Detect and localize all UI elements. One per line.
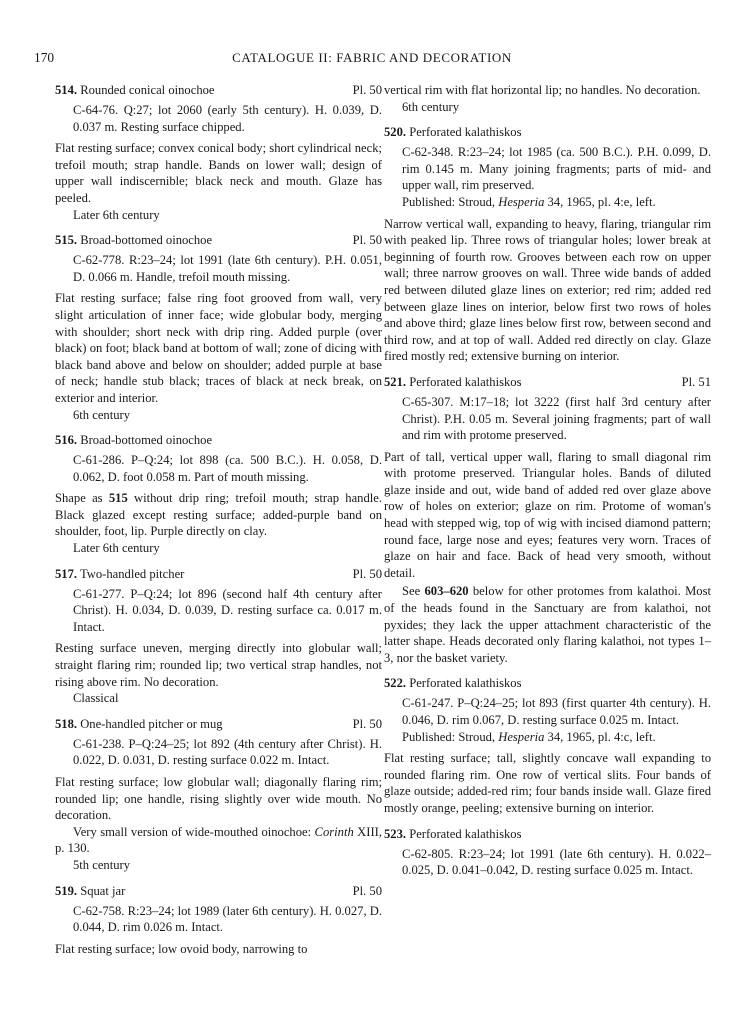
entry-heading (55, 566, 382, 583)
cross-reference: 515 (108, 491, 128, 506)
entry-heading (384, 124, 711, 141)
entry-title: Broad-bottomed oinochoe (80, 233, 213, 248)
journal-title: Hesperia (498, 194, 545, 209)
date: Later 6th century (73, 207, 160, 222)
note-text: See (402, 584, 425, 599)
plate-ref: Pl. 50 (352, 566, 382, 581)
entry-heading (384, 374, 711, 391)
entry-number: 521. (384, 374, 407, 389)
note-text: Very small version of wide-mouthed oinochoe: (73, 824, 315, 839)
catalogue-data: C-64-76. Q:27; lot 2060 (early 5th century). H. 0.039, D. 0.037 m. Resting surface chipped. (73, 103, 382, 134)
note (55, 824, 382, 857)
entry-number: 523. (384, 826, 407, 841)
plate-ref: Pl. 50 (352, 716, 382, 731)
catalogue-data: C-62-348. R:23–24; lot 1985 (ca. 500 B.C.). P.H. 0.099, D. rim 0.145 m. Many joining fragments; parts of mid- and upper wall, rim preserved. (402, 145, 711, 193)
entry-heading (55, 883, 382, 900)
plate-ref: Pl. 50 (352, 883, 382, 898)
description: vertical rim with flat horizontal lip; no handles. No decoration. (384, 83, 701, 97)
entry-heading (384, 826, 711, 843)
date: 6th century (73, 407, 131, 422)
entry-521 (384, 374, 711, 667)
entry-title: Squat jar (80, 883, 126, 898)
catalogue-data: C-61-238. P–Q:24–25; lot 892 (4th century after Christ). H. 0.022, D. 0.031, D. resting surface 0.022 m. Intact. (73, 736, 382, 768)
description: Flat resting surface; convex conical body; short cylindrical neck; trefoil mouth; strap handle. Bands on lower wall; design of upper wall indiscernible; black neck and mouth. Glaze has peeled. (55, 141, 382, 205)
entry-520 (384, 124, 711, 365)
entry-522 (384, 675, 711, 816)
publication-text: Published: Stroud, (402, 194, 499, 209)
date: 5th century (73, 857, 131, 872)
entry-title: Perforated kalathiskos (409, 125, 522, 140)
entry-518 (55, 716, 382, 874)
note-text: XIII, p. 130. (55, 824, 382, 856)
date: Classical (73, 691, 119, 706)
entry-number: 517. (55, 566, 78, 581)
catalogue-data: C-61-247. P–Q:24–25; lot 893 (first quarter 4th century). H. 0.046, D. rim 0.067, D. resting surface 0.025 m. Intact. (402, 696, 711, 727)
entry-514 (55, 82, 382, 223)
entry-heading (55, 432, 382, 449)
entry-number: 520. (384, 125, 407, 140)
entry-title: Perforated kalathiskos (409, 826, 522, 841)
publication-text: Published: Stroud, (402, 729, 499, 744)
left-column (55, 82, 382, 957)
running-head: CATALOGUE II: FABRIC AND DECORATION (232, 50, 512, 65)
catalogue-data: C-61-286. P–Q:24; lot 898 (ca. 500 B.C.). H. 0.058, D. 0.062, D. foot 0.058 m. Part of mouth missing. (73, 453, 382, 484)
entry-title: One-handled pitcher or mug (80, 716, 223, 731)
catalogue-data: C-62-778. R:23–24; lot 1991 (late 6th century). P.H. 0.051, D. 0.066 m. Handle, trefoil mouth missing. (73, 253, 382, 284)
description: Part of tall, vertical upper wall, flaring to small diagonal rim with protome preserved. Triangular holes. Bands of diluted glaze inside and out, wide band of added red over glaze above row of holes on exterior; glaze on rim. Protome of woman's head with stepped wig, top of wig with incised diamond pattern; round face, large nose and eyes; features very worn. Traces of glaze on hair and face. Back of head very smooth, without detail. (384, 449, 711, 580)
catalogue-data: C-65-307. M:17–18; lot 3222 (first half 3rd century after Christ). P.H. 0.05 m. Several joining fragments; part of wall and rim with protome preserved. (402, 394, 711, 443)
cross-reference: 603–620 (424, 584, 469, 599)
entry-number: 522. (384, 676, 407, 691)
entry-519 (55, 883, 382, 958)
description: Flat resting surface; tall, slightly concave wall expanding to rounded flaring rim. One row of vertical slits. Four bands of glaze outside; added-red rim; four bands inside wall. Glaze fired mostly orange, peeling; extensive burning on interior. (384, 751, 711, 815)
page-header (34, 50, 710, 70)
entry-title: Rounded conical oinochoe (80, 83, 215, 97)
publication (384, 729, 711, 746)
plate-ref: Pl. 50 (352, 83, 382, 97)
entry-516 (55, 432, 382, 557)
entry-number: 514. (55, 83, 78, 97)
description-text: without drip ring; trefoil mouth; strap handle. Black glazed except resting surface; added-purple band on shoulder, foot, lip. Purple directly on clay. (55, 491, 382, 539)
entry-heading (384, 675, 711, 692)
note-text: below for other protomes from kalathoi. Most of the heads found in the Sanctuary are from kalathoi, not pyxides; they lack the upper attachment characteristic of the latter shape. Heads decorated only flaring kalathoi, not types 1–3, nor the basket variety. (384, 584, 711, 665)
plate-ref: Pl. 51 (681, 374, 711, 389)
description: Narrow vertical wall, expanding to heavy, flaring, triangular rim with peaked lip. Three rows of triangular holes; lower break at beginning of fourth row. Grooves between each row on upper wall; three narrow grooves on wall. Three wide bands of added red between diluted glaze lines on exterior; red rim; added red between glaze lines on interior, below first two rows of holes and above third; glaze lines below first row, between second and third row, and at top of wall. Added red directly on clay. Glaze fired mostly red; extensive burning on interior. (384, 216, 711, 364)
right-column (384, 82, 711, 879)
entry-title: Perforated kalathiskos (409, 676, 522, 691)
entry-523 (384, 826, 711, 879)
description: Flat resting surface; low globular wall; diagonally flaring rim; rounded lip; one handle, rising slightly over wide mouth. No decoration. (55, 775, 382, 823)
catalogue-data: C-62-805. R:23–24; lot 1991 (late 6th century). H. 0.022–0.025, D. 0.041–0.042, D. resting surface 0.025 m. Intact. (402, 846, 711, 878)
entry-heading (55, 716, 382, 733)
entry-number: 516. (55, 433, 78, 448)
description (55, 490, 382, 540)
plate-ref: Pl. 50 (352, 233, 382, 248)
entry-heading (55, 82, 382, 99)
publication (384, 194, 711, 211)
catalogue-data: C-62-758. R:23–24; lot 1989 (later 6th century). H. 0.027, D. 0.044, D. rim 0.026 m. Intact. (73, 903, 382, 935)
publication-text: 34, 1965, pl. 4:c, left. (544, 729, 656, 744)
catalogue-data: C-61-277. P–Q:24; lot 896 (second half 4th century after Christ). H. 0.034, D. 0.039, D. resting surface ca. 0.017 m. Intact. (73, 586, 382, 634)
date: Later 6th century (73, 541, 160, 556)
entry-number: 515. (55, 233, 78, 248)
entry-515 (55, 232, 382, 423)
publication-text: 34, 1965, pl. 4:e, left. (544, 194, 656, 209)
description: Flat resting surface; false ring foot grooved from wall, very slight articulation of inner face; wide globular body, merging with shoulder; short neck with drip ring. Added purple (over black) on foot; black band at bottom of wall; zone of dicing with black band above and below on shoulder; added purple at base of neck; handle stub black; traces of black at neck break, on exterior and interior. (55, 291, 382, 405)
description: Resting surface uneven, merging directly into globular wall; straight flaring rim; rounded lip; two vertical strap handles, not rising above rim. No decoration. (55, 641, 382, 689)
date: 6th century (402, 99, 460, 114)
entry-title: Broad-bottomed oinochoe (80, 433, 213, 448)
entry-title: Perforated kalathiskos (409, 374, 522, 389)
entry-number: 518. (55, 716, 78, 731)
entry-517 (55, 566, 382, 707)
description-text: Shape as (55, 491, 109, 506)
entry-title: Two-handled pitcher (79, 566, 185, 581)
page-number: 170 (34, 50, 55, 65)
entry-number: 519. (55, 883, 78, 898)
note-italic: Corinth (314, 824, 354, 839)
journal-title: Hesperia (498, 729, 545, 744)
entry-519-continued (384, 82, 711, 115)
description: Flat resting surface; low ovoid body, narrowing to (55, 941, 308, 956)
note (384, 583, 711, 666)
entry-heading (55, 232, 382, 249)
